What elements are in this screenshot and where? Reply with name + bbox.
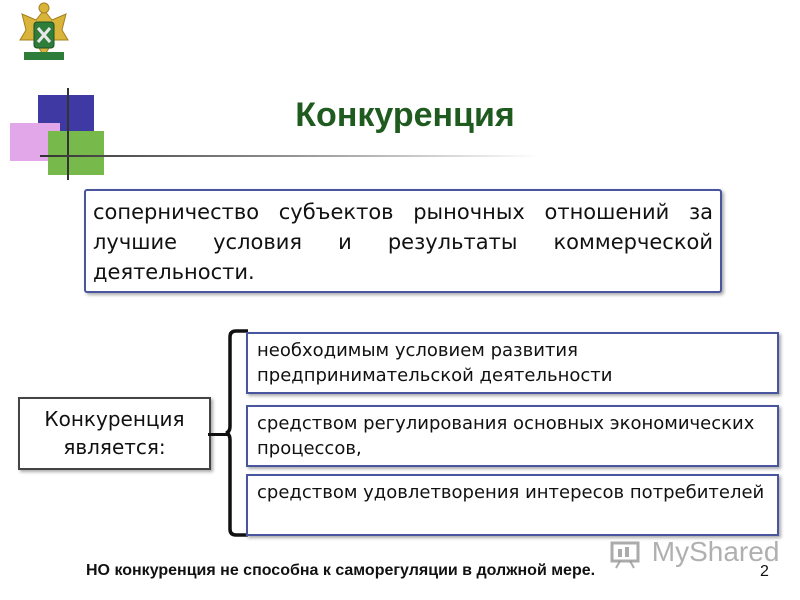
- page-number: 2: [760, 563, 769, 580]
- coat-of-arms-logo: [14, 0, 74, 66]
- definition-box: соперничество субъектов рыночных отношений за лучшие условия и результаты коммерческой деятельности.: [84, 189, 722, 293]
- watermark-logo: [610, 536, 779, 572]
- role-item-box: средством удовлетворения интересов потребителей: [246, 474, 779, 536]
- title-underline: [40, 155, 540, 157]
- decor-square-green: [48, 131, 104, 175]
- slide-title: Конкуренция: [295, 96, 515, 134]
- role-item-box: необходимым условием развития предпринимательской деятельности: [246, 332, 779, 394]
- left-box-line-1: Конкуренция: [44, 407, 185, 431]
- presentation-icon: [610, 539, 644, 569]
- watermark-text: MyShared: [651, 536, 780, 567]
- left-box-line-2: является:: [63, 435, 166, 459]
- competition-is-box: [18, 397, 211, 470]
- footer-note: НО конкуренция не способна к саморегуляции в должной мере.: [86, 562, 596, 579]
- role-item-box: средством регулирования основных экономических процессов,: [246, 405, 779, 467]
